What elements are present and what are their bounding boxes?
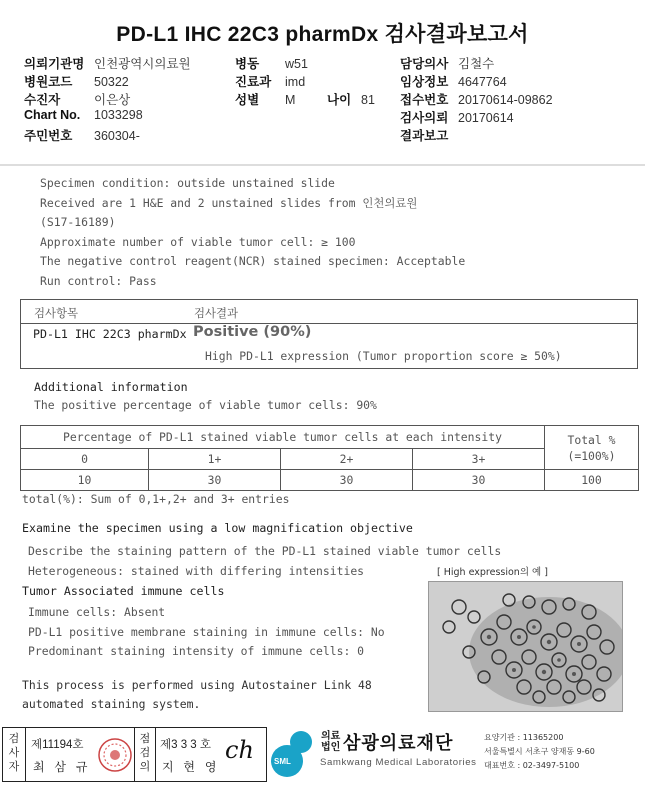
reporter-seal bbox=[97, 736, 133, 774]
val-3plus: 30 bbox=[471, 473, 486, 487]
immune-lines bbox=[28, 603, 385, 662]
field-label: 병원코드 bbox=[24, 75, 73, 89]
age-value: 81 bbox=[361, 93, 375, 107]
header-row bbox=[235, 54, 308, 72]
total-label-sub: (=100%) bbox=[567, 449, 616, 463]
field-value: 김철수 bbox=[458, 57, 495, 71]
result-detail: High PD-L1 expression (Tumor proportion score ≥ 50%) bbox=[205, 349, 562, 363]
header-row bbox=[24, 90, 191, 108]
field-value: imd bbox=[285, 75, 306, 89]
examine-line: Heterogeneous: stained with differing intensities bbox=[28, 564, 365, 578]
checker-name: 지 현 영 bbox=[162, 760, 220, 774]
result-col-result: 검사결과 bbox=[194, 306, 239, 320]
table-header: Percentage of PD-L1 stained viable tumor cells at each intensity bbox=[63, 430, 502, 444]
field-label: 담당의사 bbox=[400, 57, 449, 71]
field-value: 4647764 bbox=[458, 75, 507, 89]
specimen-line: Run control: Pass bbox=[40, 273, 157, 288]
checker-no: 제3 3 3 호 bbox=[160, 739, 211, 751]
age-label: 나이 bbox=[327, 93, 352, 107]
org-contact bbox=[484, 731, 595, 773]
immune-heading: Tumor Associated immune cells bbox=[22, 584, 225, 598]
org-english: Samkwang Medical Laboratories bbox=[320, 757, 477, 768]
header-row bbox=[24, 54, 191, 72]
contact-line: 서울특별시 서초구 양재동 9-60 bbox=[484, 747, 595, 756]
header-row bbox=[400, 90, 553, 108]
specimen-line: Specimen condition: outside unstained slide bbox=[40, 176, 335, 190]
specimen-section bbox=[40, 174, 465, 291]
field-value: 이은상 bbox=[94, 93, 131, 107]
sml-logo-icon bbox=[270, 728, 318, 778]
reporter-label: 검사자 bbox=[8, 733, 20, 773]
report-title: PD-L1 IHC 22C3 pharmDx 검사결과보고서 bbox=[116, 23, 529, 46]
field-label: 결과보고 bbox=[400, 129, 449, 143]
age-field bbox=[327, 90, 375, 108]
immune-line: Immune cells: Absent bbox=[28, 605, 166, 619]
header-row bbox=[24, 126, 191, 144]
intensity-table bbox=[20, 425, 639, 491]
val-1plus: 30 bbox=[207, 473, 222, 487]
header-col3 bbox=[400, 54, 553, 144]
specimen-line: Approximate number of viable tumor cell: ≥ 100 bbox=[40, 234, 356, 249]
process-text bbox=[22, 676, 372, 714]
org-prefix-2: 법인 bbox=[321, 742, 341, 753]
reporter-no: 제11194호 bbox=[31, 739, 84, 751]
field-value: 1033298 bbox=[94, 108, 143, 122]
field-value: 20170614-09862 bbox=[458, 93, 553, 107]
header-row bbox=[235, 72, 308, 90]
specimen-line: The negative control reagent(NCR) stained specimen: Acceptable bbox=[40, 254, 466, 268]
header-row bbox=[400, 108, 553, 126]
reporter-name: 최 삼 규 bbox=[33, 760, 91, 774]
field-value: 50322 bbox=[94, 75, 129, 89]
result-value: Positive (90%) bbox=[193, 324, 312, 340]
additional-heading: Additional information bbox=[34, 380, 188, 394]
field-value: w51 bbox=[285, 57, 308, 71]
process-line: automated staining system. bbox=[22, 697, 201, 711]
checker-label-cell bbox=[134, 728, 156, 781]
checker-signature: ch bbox=[225, 736, 254, 764]
header-row bbox=[400, 72, 553, 90]
image-caption: [ High expression의 예 ] bbox=[437, 567, 548, 578]
table-note: total(%): Sum of 0,1+,2+ and 3+ entries bbox=[22, 492, 290, 506]
col-2plus: 2+ bbox=[339, 452, 354, 466]
table-hline bbox=[21, 448, 544, 449]
examine-line: Describe the staining pattern of the PD-L1 stained viable tumor cells bbox=[28, 544, 502, 558]
header-row bbox=[24, 72, 191, 90]
field-value: M bbox=[285, 93, 296, 107]
checker-label: 점검의 bbox=[139, 733, 151, 773]
total-label: Total % bbox=[567, 433, 616, 447]
process-line: This process is performed using Autostainer Link 48 bbox=[22, 678, 372, 692]
result-box-divider bbox=[20, 323, 638, 324]
field-label: 수진자 bbox=[24, 93, 61, 107]
specimen-line: (S17-16189) bbox=[40, 215, 116, 229]
logo-text: SML bbox=[274, 757, 291, 766]
specimen-line: Received are 1 H&E and 2 unstained slides from 인천의료원 bbox=[40, 195, 418, 210]
field-value: 인천광역시의료원 bbox=[94, 57, 191, 71]
header-col2 bbox=[235, 54, 308, 108]
org-name: 삼광의료재단 bbox=[343, 733, 454, 754]
reporter-label-cell bbox=[3, 728, 26, 781]
result-item: PD-L1 IHC 22C3 pharmDx bbox=[33, 327, 187, 341]
header-row bbox=[400, 126, 553, 144]
val-2plus: 30 bbox=[339, 473, 354, 487]
additional-text: The positive percentage of viable tumor cells: 90% bbox=[34, 398, 377, 412]
examine-heading: Examine the specimen using a low magnification objective bbox=[22, 521, 413, 535]
header-row bbox=[400, 54, 553, 72]
val-total: 100 bbox=[581, 473, 602, 487]
field-label: 의뢰기관명 bbox=[24, 57, 85, 71]
col-0: 0 bbox=[81, 452, 88, 466]
microscope-image bbox=[428, 581, 623, 712]
header-row bbox=[235, 90, 308, 108]
result-col-item: 검사항목 bbox=[34, 306, 79, 320]
examine-lines bbox=[28, 541, 501, 581]
contact-line: 대표번호 : 02-3497-5100 bbox=[484, 761, 580, 770]
contact-line: 요양기관 : 11365200 bbox=[484, 733, 564, 742]
immune-line: Predominant staining intensity of immune cells: 0 bbox=[28, 644, 365, 658]
val-0: 10 bbox=[77, 473, 92, 487]
signature-box bbox=[2, 727, 267, 782]
org-prefix-1: 의료 bbox=[321, 731, 341, 742]
field-label: 접수번호 bbox=[400, 93, 449, 107]
field-label: 병동 bbox=[235, 57, 260, 71]
field-label: 임상정보 bbox=[400, 75, 449, 89]
col-1plus: 1+ bbox=[207, 452, 222, 466]
field-label: Chart No. bbox=[24, 108, 81, 122]
header-col1 bbox=[24, 54, 191, 144]
org-prefix bbox=[321, 731, 340, 753]
col-3plus: 3+ bbox=[471, 452, 486, 466]
field-value: 20170614 bbox=[458, 111, 514, 125]
immune-line: PD-L1 positive membrane staining in immune cells: No bbox=[28, 624, 385, 639]
field-label: 검사의뢰 bbox=[400, 111, 449, 125]
tissue-image bbox=[429, 582, 622, 711]
field-label: 진료과 bbox=[235, 75, 272, 89]
header-divider bbox=[0, 164, 645, 166]
field-label: 성별 bbox=[235, 93, 260, 107]
table-hline bbox=[21, 469, 638, 470]
field-label: 주민번호 bbox=[24, 129, 73, 143]
header-row bbox=[24, 108, 191, 126]
field-value: 360304- bbox=[94, 129, 140, 143]
